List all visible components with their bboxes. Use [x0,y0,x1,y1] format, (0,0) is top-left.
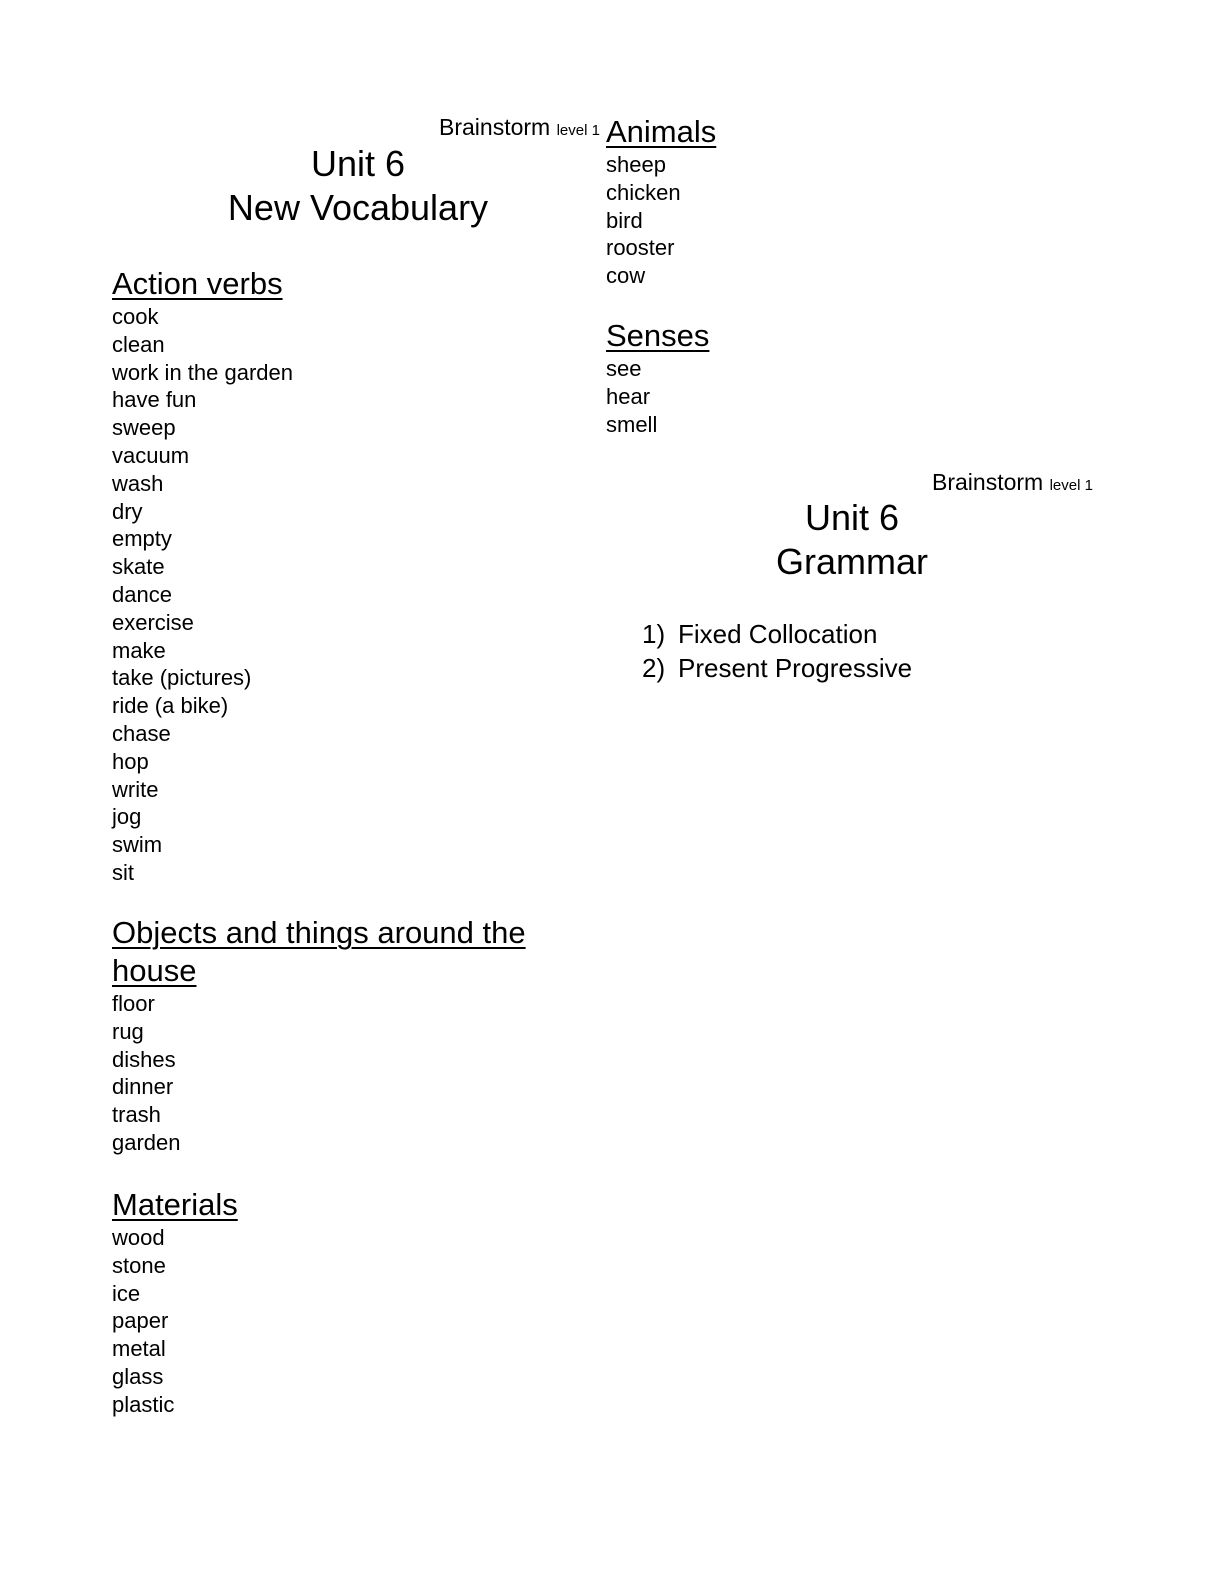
list-item: glass [112,1363,164,1389]
list-item: dishes [112,1046,176,1072]
list-item: vacuum [112,442,190,468]
list-item: paper [112,1308,169,1334]
list-item: sheep [606,152,666,177]
list-item: write [112,776,159,802]
word-list [112,303,293,887]
list-item: clean [112,331,165,357]
brand-name: Brainstorm [439,114,551,140]
list-item: sweep [112,415,176,441]
list-item: metal [112,1336,166,1362]
grammar-item [642,651,912,685]
materials-section [112,1186,238,1419]
unit-label: Unit 6 [804,497,900,538]
brand-level: level 1 [556,122,600,139]
brand-header [439,113,600,145]
section-heading: Animals [606,114,717,149]
list-item: wood [112,1225,165,1250]
list-item: take (pictures) [112,665,252,691]
list-item: skate [112,554,165,580]
list-item: rooster [606,235,675,261]
section-heading [112,914,526,990]
list-item: sit [112,859,134,885]
list-item: work in the garden [112,359,293,385]
list-item: empty [112,526,172,552]
grammar-item-number: 2) [642,653,666,683]
grammar-item-text: Present Progressive [678,653,913,683]
grammar-item-number: 1) [642,619,666,649]
list-item: plastic [112,1391,175,1417]
section-heading-line: house [112,953,197,988]
list-item: ice [112,1280,141,1306]
list-item: hop [112,748,149,774]
list-item: cow [606,263,646,289]
list-item: dance [112,581,172,607]
section-heading: Action verbs [112,266,283,301]
word-list [112,1224,238,1419]
unit-label: Unit 6 [310,143,406,184]
list-item: make [112,637,166,663]
section-heading: Materials [112,1187,238,1222]
brand-name: Brainstorm [932,469,1044,495]
list-item: garden [112,1129,181,1155]
grammar-item-text: Fixed Collocation [678,619,878,649]
word-list [606,355,709,438]
list-item: chase [112,720,171,746]
section-heading-line: Objects and things around the [112,915,526,950]
page-title: New Vocabulary [227,187,489,228]
grammar-title-block [702,496,1002,584]
list-item: trash [112,1102,161,1128]
list-item: dry [112,498,143,524]
list-item: smell [606,411,658,437]
list-item: exercise [112,609,194,635]
word-list [112,990,526,1157]
list-item: hear [606,383,651,409]
brand-level: level 1 [1049,477,1093,494]
list-item: have fun [112,387,197,413]
list-item: jog [112,804,142,830]
list-item: see [606,356,642,381]
list-item: swim [112,832,163,858]
list-item: ride (a bike) [112,693,229,719]
list-item: rug [112,1018,144,1044]
senses-section [606,317,709,438]
list-item: floor [112,991,155,1016]
list-item: dinner [112,1074,174,1100]
objects-section [112,914,526,1157]
vocabulary-title-block [208,142,508,230]
page-title: Grammar [776,541,928,582]
word-list [606,151,716,290]
list-item: cook [112,304,159,329]
list-item: stone [112,1252,166,1278]
grammar-item [642,617,912,651]
list-item: wash [112,470,164,496]
list-item: bird [606,207,643,233]
section-heading: Senses [606,318,710,353]
grammar-list [642,617,912,685]
animals-section [606,113,716,290]
list-item: chicken [606,179,681,205]
action-verbs-section [112,265,293,887]
